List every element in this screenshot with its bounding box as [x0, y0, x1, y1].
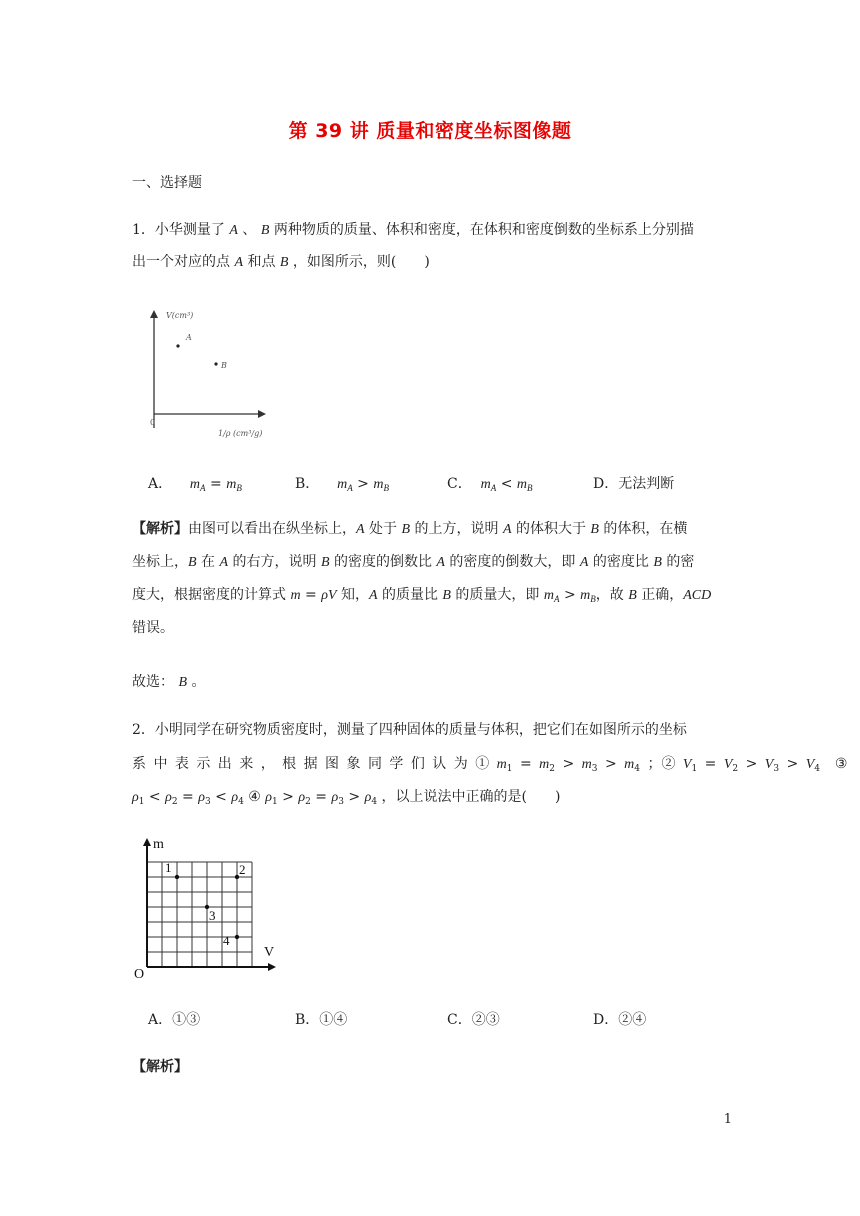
q1-stem-line1: 1．小华测量了 A 、 B 两种物质的质量、体积和密度，在体积和密度倒数的坐标系上分别描	[132, 222, 694, 238]
q2-stem-line2: 系 中 表 示 出 来 ， 根 据 图 象 同 学 们 认 为 ① $m_1 = m_2 > m_3 > m_4$ ；② $V_1 = V_2 > V_3 > V_4$ ③	[132, 756, 848, 774]
q2-point-1-label: 1	[165, 860, 172, 875]
q1-analysis-label: 【解析】	[132, 521, 188, 537]
q1-y-axis-label: V(cm³)	[166, 311, 194, 320]
q2-option-a: A．①③	[148, 1012, 201, 1028]
q2-point-4-label: 4	[223, 933, 230, 948]
q1-origin-label: 0	[150, 418, 156, 427]
q1-analysis-line1: 【解析】由图可以看出在纵坐标上，A 处于 B 的上方，说明 A 的体积大于 B 的体积，在横	[132, 521, 688, 537]
q1-stem-line2: 出一个对应的点 A 和点 B ，如图所示，则( )	[132, 254, 430, 270]
q2-option-d: D．②④	[593, 1012, 647, 1028]
q2-point-4	[235, 935, 239, 939]
q2-stem-line3: $\rho_1 < \rho_2 = \rho_3 < \rho_4$ ④ $\rho_1 > \rho_2 = \rho_3 > \rho_4$ ，以上说法中正确的是( )	[132, 789, 561, 807]
q1-x-axis-label: 1/ρ (cm³/g)	[218, 429, 263, 438]
q2-analysis-label: 【解析】	[132, 1059, 188, 1075]
page-title: 第 39 讲 质量和密度坐标图像题	[288, 120, 572, 142]
q2-option-c: C．②③	[447, 1012, 500, 1028]
q1-option-b: B． $m_A > m_B$	[295, 476, 389, 493]
page-number: 1	[723, 1112, 732, 1127]
q1-option-d: D．无法判断	[593, 476, 675, 492]
q2-x-axis-label: V	[264, 945, 275, 960]
q1-point-b	[214, 362, 217, 365]
q2-stem-line1: 2．小明同学在研究物质密度时，测量了四种固体的质量与体积，把它们在如图所示的坐标	[132, 722, 687, 738]
q2-figure	[130, 832, 300, 982]
q1-option-c: C． $m_A < m_B$	[447, 476, 533, 493]
q1-point-a-label: A	[186, 333, 192, 342]
q2-option-b: B．①④	[295, 1012, 348, 1028]
q1-figure	[126, 302, 296, 447]
q1-answer: 故选： B 。	[132, 674, 206, 690]
q2-point-3-label: 3	[209, 908, 216, 923]
q2-origin-label: O	[134, 967, 145, 982]
q2-point-2-label: 2	[239, 862, 246, 877]
q1-analysis	[132, 513, 732, 645]
q1-analysis-line3: 度大，根据密度的计算式 m = ρV 知，A 的质量比 B 的质量大，即 $m_A > m_B$，故 B 正确，ACD	[132, 587, 712, 604]
q2-y-axis-label: m	[153, 837, 164, 852]
q1-point-b-label: B	[221, 361, 227, 370]
q2-point-1	[175, 875, 179, 879]
section-heading: 一、选择题	[132, 175, 202, 191]
q1-analysis-line2: 坐标上，B 在 A 的右方，说明 B 的密度的倒数比 A 的密度的倒数大，即 A 的密度比 B 的密	[132, 554, 695, 570]
q1-analysis-line4: 错误。	[132, 620, 174, 636]
q1-point-a	[176, 344, 179, 347]
q1-option-a: A． $m_A = m_B$	[148, 476, 242, 493]
